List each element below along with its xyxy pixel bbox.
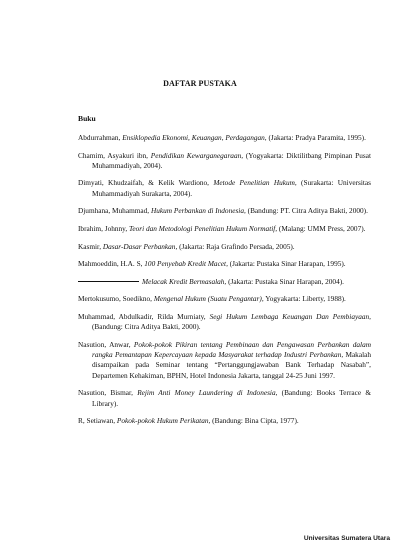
reference-entry bbox=[78, 388, 371, 409]
reference-publication: (Malang: UMM Press, 2007). bbox=[277, 223, 366, 233]
reference-publication: (Yogyakarta: Diktilitbang Pimpinan Pusat Muhammadiyah, 2004). bbox=[92, 150, 371, 170]
page-title: DAFTAR PUSTAKA bbox=[163, 79, 237, 88]
reference-title: Pendidikan Kewarganegaraan, bbox=[150, 150, 244, 160]
reference-publication: Makalah disampaikan pada Seminar tentang “Pertanggungjawaban Bank Terhadap Nasabah”, Departemen Kehakiman, BPHN, Hotel Indonesia Jakarta, tanggal 24-25 Juni 1997. bbox=[92, 350, 371, 380]
footer-institution: Universitas Sumatera Utara bbox=[303, 535, 390, 542]
reference-title: Rejim Anti Money Laundering di Indonesia, bbox=[137, 388, 278, 398]
reference-author: Nasution, Anwar, bbox=[78, 339, 134, 349]
reference-publication: (Surakarta: Universitas Muhammadiyah Surakarta, 2004). bbox=[92, 178, 371, 198]
reference-title: Ensiklopedia Ekonomi, Keuangan, Perdagangan, bbox=[122, 133, 267, 142]
reference-author: Chamim, Asyakuri ibn, bbox=[78, 150, 151, 160]
reference-list bbox=[78, 133, 371, 434]
reference-publication: Yogyakarta: Liberty, 1988). bbox=[263, 294, 346, 304]
reference-author: Nasution, Bismar, bbox=[78, 388, 138, 398]
reference-entry bbox=[78, 340, 371, 381]
reference-author: Dimyati, Khudzaifah, & Kelik Wardiono, bbox=[78, 178, 214, 188]
reference-author: Djumhana, Muhammad, bbox=[78, 206, 151, 216]
reference-author: Ibrahim, Johnny, bbox=[78, 223, 130, 233]
reference-title: Hukum Perbankan di Indonesia, bbox=[150, 206, 246, 216]
reference-entry bbox=[78, 206, 371, 216]
reference-author: Muhammad, Abdulkadir, Rilda Murniaty, bbox=[78, 311, 210, 321]
reference-publication: (Bandung: Bina Cipta, 1977). bbox=[210, 416, 299, 426]
reference-publication: (Bandung: Citra Aditya Bakti, 2000). bbox=[92, 322, 201, 332]
reference-title: 100 Penyebab Kredit Macet, bbox=[144, 259, 228, 269]
reference-title: Teori dan Metodologi Penelitian Hukum Normatif, bbox=[129, 223, 278, 233]
reference-entry bbox=[78, 178, 371, 199]
reference-title: Pokok-pokok Pikiran tentang Pembinaan dan Pengawasan Perbankan dalam rangka Pemantapan Kepercayaan kepada Masyarakat terhadap Industri Perbankan, bbox=[92, 339, 371, 360]
reference-author: Mahmoeddin, H.A. S, bbox=[78, 259, 145, 269]
reference-title: Segi Hukum Lembaga Keuangan Dan Pembiayaan, bbox=[209, 311, 371, 321]
reference-title: Dasar-Dasar Perbankan, bbox=[102, 241, 178, 251]
reference-title: Mengenal Hukum (Suatu Pengantar), bbox=[153, 294, 264, 304]
reference-entry bbox=[78, 259, 371, 269]
reference-publication: (Bandung: Books Terrace & Library). bbox=[92, 388, 372, 408]
reference-publication: (Jakarta: Raja Grafindo Persada, 2005). bbox=[177, 241, 295, 251]
reference-entry bbox=[78, 294, 371, 304]
reference-entry bbox=[78, 312, 371, 333]
reference-title: Metode Penelitian Hukum, bbox=[213, 178, 297, 188]
repeat-author-dash bbox=[78, 281, 139, 282]
section-heading: Buku bbox=[78, 114, 96, 123]
reference-entry bbox=[78, 277, 371, 287]
reference-title: Melacak Kredit Bermasalah, bbox=[142, 276, 227, 286]
reference-entry bbox=[78, 151, 371, 172]
reference-entry bbox=[78, 133, 371, 143]
reference-publication: (Bandung: PT. Citra Aditya Bakti, 2000). bbox=[245, 206, 368, 216]
reference-author: Abdurrahman, bbox=[78, 133, 123, 142]
reference-entry bbox=[78, 416, 371, 426]
reference-entry bbox=[78, 242, 371, 252]
reference-entry bbox=[78, 224, 371, 234]
reference-title: Pokok-pokok Hukum Perikatan, bbox=[116, 416, 211, 426]
reference-author: R, Setiawan, bbox=[78, 416, 117, 426]
reference-publication: (Jakarta: Pustaka Sinar Harapan, 1995). bbox=[227, 259, 346, 269]
reference-author: Kasmir, bbox=[78, 241, 103, 251]
reference-publication: (Jakarta: Pradya Paramita, 1995). bbox=[266, 133, 366, 142]
reference-publication: (Jakarta: Pustaka Sinar Harapan, 2004). bbox=[226, 276, 344, 286]
reference-author: Mertokusumo, Soedikno, bbox=[78, 294, 154, 304]
